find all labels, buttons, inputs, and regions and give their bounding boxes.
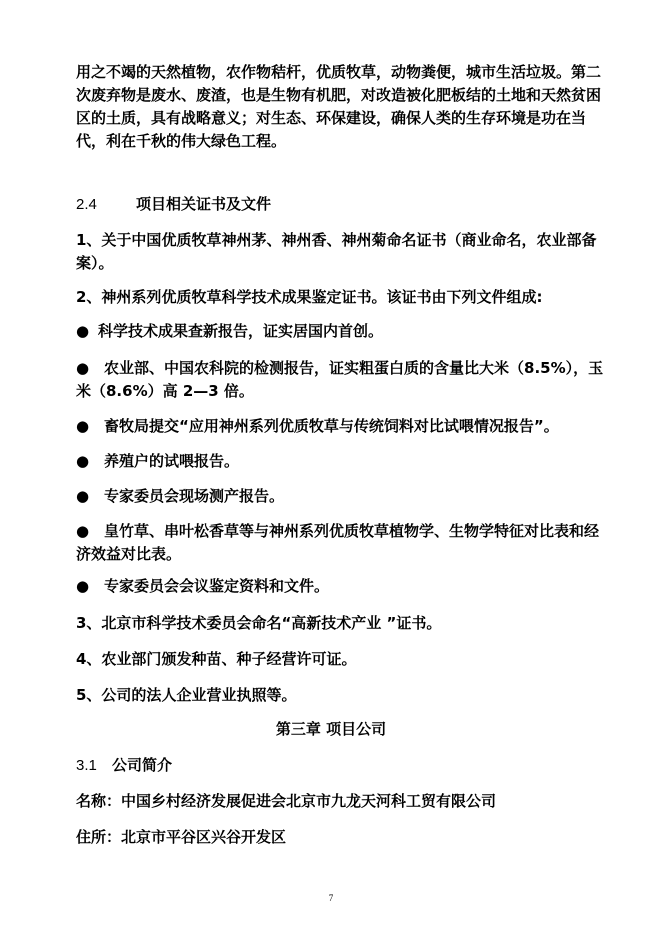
bullet-text: 专家委员会现场测产报告。 [104,487,285,505]
bullet-icon: ● [76,577,90,595]
bullet-text: 养殖户的试喂报告。 [104,452,240,470]
bullet-icon: ● [76,452,90,470]
bullet-text: 农业部、中国农科院的检测报告，证实粗蛋白质的含量比大米（8.5%），玉米（8.6%）高 2—3 倍。 [76,359,604,400]
bullet-icon: ● [76,322,90,340]
intro-paragraph: 用之不竭的天然植物，农作物秸杆，优质牧草，动物粪便，城市生活垃圾。第二次废弃物是废水、废渣，也是生物有机肥，对改造被化肥板结的土地和天然贫困区的土质，具有战略意义；对生态、环保建设，确保人类的生存环境是功在当代，利在千秋的伟大绿色工程。 [76,63,602,150]
bullet-text: 皇竹草、串叶松香草等与神州系列优质牧草植物学、生物学特征对比表和经济效益对比表。 [76,522,600,563]
section-heading-3-1 [76,754,172,777]
bullet-item [76,415,606,438]
page-number: 7 [328,893,334,903]
company-address: 住所：北京市平谷区兴谷开发区 [76,828,287,846]
section-title: 公司简介 [112,756,173,774]
bullet-text: 科学技术成果查新报告，证实居国内首创。 [98,322,384,340]
bullet-item [76,450,606,473]
bullet-icon: ● [76,359,90,377]
bullet-icon: ● [76,522,90,540]
list-item-5: 5、公司的法人企业营业执照等。 [76,686,297,704]
section-number: 2.4 [76,196,97,213]
bullet-item [76,320,606,343]
bullet-text: 畜牧局提交“应用神州系列优质牧草与传统饲料对比试喂情况报告”。 [104,417,559,435]
bullet-item [76,520,606,566]
bullet-item [76,485,606,508]
bullet-icon: ● [76,487,90,505]
chapter-title: 第三章 项目公司 [275,720,387,738]
list-item-2: 2、神州系列优质牧草科学技术成果鉴定证书。该证书由下列文件组成: [76,288,543,306]
section-title: 项目相关证书及文件 [136,195,272,213]
list-item-1: 1、关于中国优质牧草神州茅、神州香、神州菊命名证书（商业命名，农业部备案）。 [76,231,597,272]
section-heading-2-4 [76,193,271,216]
company-name: 名称：中国乡村经济发展促进会北京市九龙天河科工贸有限公司 [76,792,497,810]
section-number: 3.1 [76,757,97,774]
bullet-item [76,575,606,598]
bullet-item [76,357,606,403]
bullet-icon: ● [76,417,90,435]
list-item-4: 4、农业部门颁发种苗、种子经营许可证。 [76,650,357,668]
list-item-3: 3、北京市科学技术委员会命名“高新技术产业 ”证书。 [76,614,442,632]
bullet-text: 专家委员会会议鉴定资料和文件。 [104,577,330,595]
